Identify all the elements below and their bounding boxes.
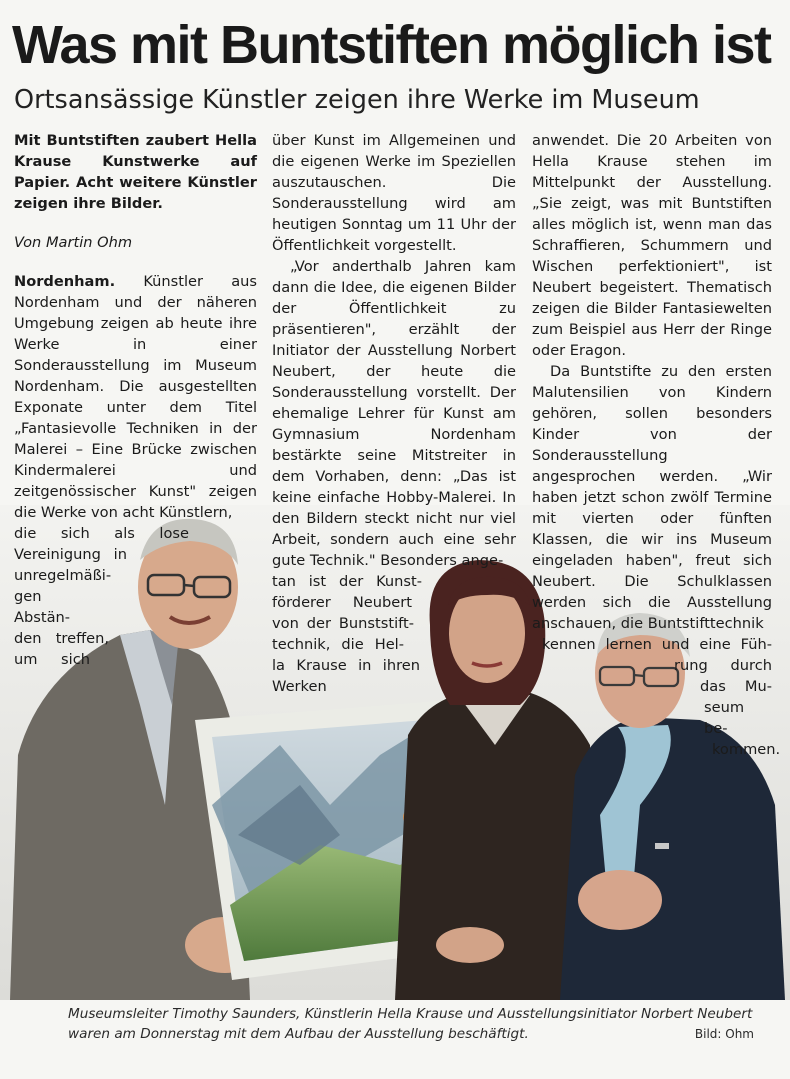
wrapped-line: den treffen, xyxy=(14,630,109,647)
wrapped-text xyxy=(272,571,516,697)
dateline: Nordenham. xyxy=(14,273,116,290)
subheadline: Ortsansässige Künstler zeigen ihre Werke im Museum xyxy=(14,85,700,115)
wrapped-line: kommen. xyxy=(712,741,781,758)
article-column-3 xyxy=(532,130,781,760)
article-column-1 xyxy=(14,130,257,670)
teaser: Mit Buntstiften zaubert Hella Krause Kunstwerke auf Papier. Acht weitere Künstler zeigen ihre Bilder. xyxy=(14,132,257,212)
wrapped-line: technik, die Hel- xyxy=(272,636,404,653)
wrapped-line: tan ist der Kunst- xyxy=(272,573,422,590)
wrapped-line: förderer Neubert xyxy=(272,594,412,611)
body-paragraph: anwendet. Die 20 Arbeiten von Hella Krause stehen im Mittelpunkt der Ausstellung. „Sie zeigt, was mit Buntstiften alles möglich ist, wenn man das Schraffieren, Schummern und Wischen perfektioniert", ist Neubert begeistert. Thematisch zeigen die Bilder Fantasiewelten zum Beispiel aus Herr der Ringe oder Eragon. xyxy=(532,132,772,359)
body-paragraph: Da Buntstifte zu den ersten Malutensilien von Kindern gehören, sollen besonders Kinder von der Sonderausstellung angesprochen werden. „Wir haben jetzt schon zwölf Termine mit vierten oder fünften Klassen, die wir ins Museum eingeladen haben", freut sich Neubert. Die Schulklassen werden sich die Ausstellung anschauen, die Buntstifttechnik xyxy=(532,363,772,632)
wrapped-line: seum be- xyxy=(704,699,745,737)
article-column-2 xyxy=(272,130,516,697)
wrapped-line: Vereinigung in xyxy=(14,546,127,563)
wrapped-line: die sich als lose xyxy=(14,525,189,542)
wrapped-line: la Krause in ihren xyxy=(272,657,420,674)
headline: Was mit Buntstiften möglich ist xyxy=(12,15,771,75)
wrapped-line: rung durch xyxy=(674,657,772,674)
body-paragraph: „Vor anderthalb Jahren kam dann die Idee, die eigenen Bilder der Öffentlichkeit zu präsentieren", erzählt der Initiator der Ausstellung Norbert Neubert, der heute die Sonderausstellung vorstellt. Der ehemalige Lehrer für Kunst am Gymnasium Nordenham bestärkte seine Mitstreiter in dem Vorhaben, denn: „Das ist keine einfache Hobby-Malerei. In den Bildern steckt nicht nur viel Arbeit, sondern auch eine sehr gute Technik." Besonders ange- xyxy=(272,258,516,569)
photo-caption: Museumsleiter Timothy Saunders, Künstlerin Hella Krause und Ausstellungsinitiator Norbert Neubert waren am Donnerstag mit dem Aufbau der Ausstellung beschäftigt. xyxy=(68,1006,753,1042)
wrapped-line: von der Bunststift- xyxy=(272,615,414,632)
wrapped-text xyxy=(532,634,781,760)
wrapped-line: das Mu- xyxy=(700,678,772,695)
photo-credit: Bild: Ohm xyxy=(694,1027,754,1041)
wrapped-line: gen Abstän- xyxy=(14,588,71,626)
wrapped-line: kennen lernen und eine Füh- xyxy=(542,636,772,653)
body-text: Künstler aus Nordenham und der näheren Umgebung zeigen ab heute ihre Werke in einer Sonderausstellung im Museum Nordenham. Die ausgestellten Exponate unter dem Titel „Fantasievolle Techniken in der Malerei – Eine Brücke zwischen Kindermalerei und zeitgenössischer Kunst" zeigen die Werke von acht Künstlern, xyxy=(14,273,257,521)
wrapped-line: unregelmäßi- xyxy=(14,567,112,584)
body-paragraph xyxy=(14,271,257,523)
wrapped-text xyxy=(14,523,189,670)
byline: Von Martin Ohm xyxy=(14,234,133,251)
wrapped-line: Werken xyxy=(272,678,327,695)
body-paragraph: über Kunst im Allgemeinen und die eigenen Werke im Speziellen auszutauschen. Die Sonderausstellung wird am heutigen Sonntag um 11 Uhr der Öffentlichkeit vorgestellt. xyxy=(272,132,516,254)
wrapped-line: um sich xyxy=(14,651,90,668)
